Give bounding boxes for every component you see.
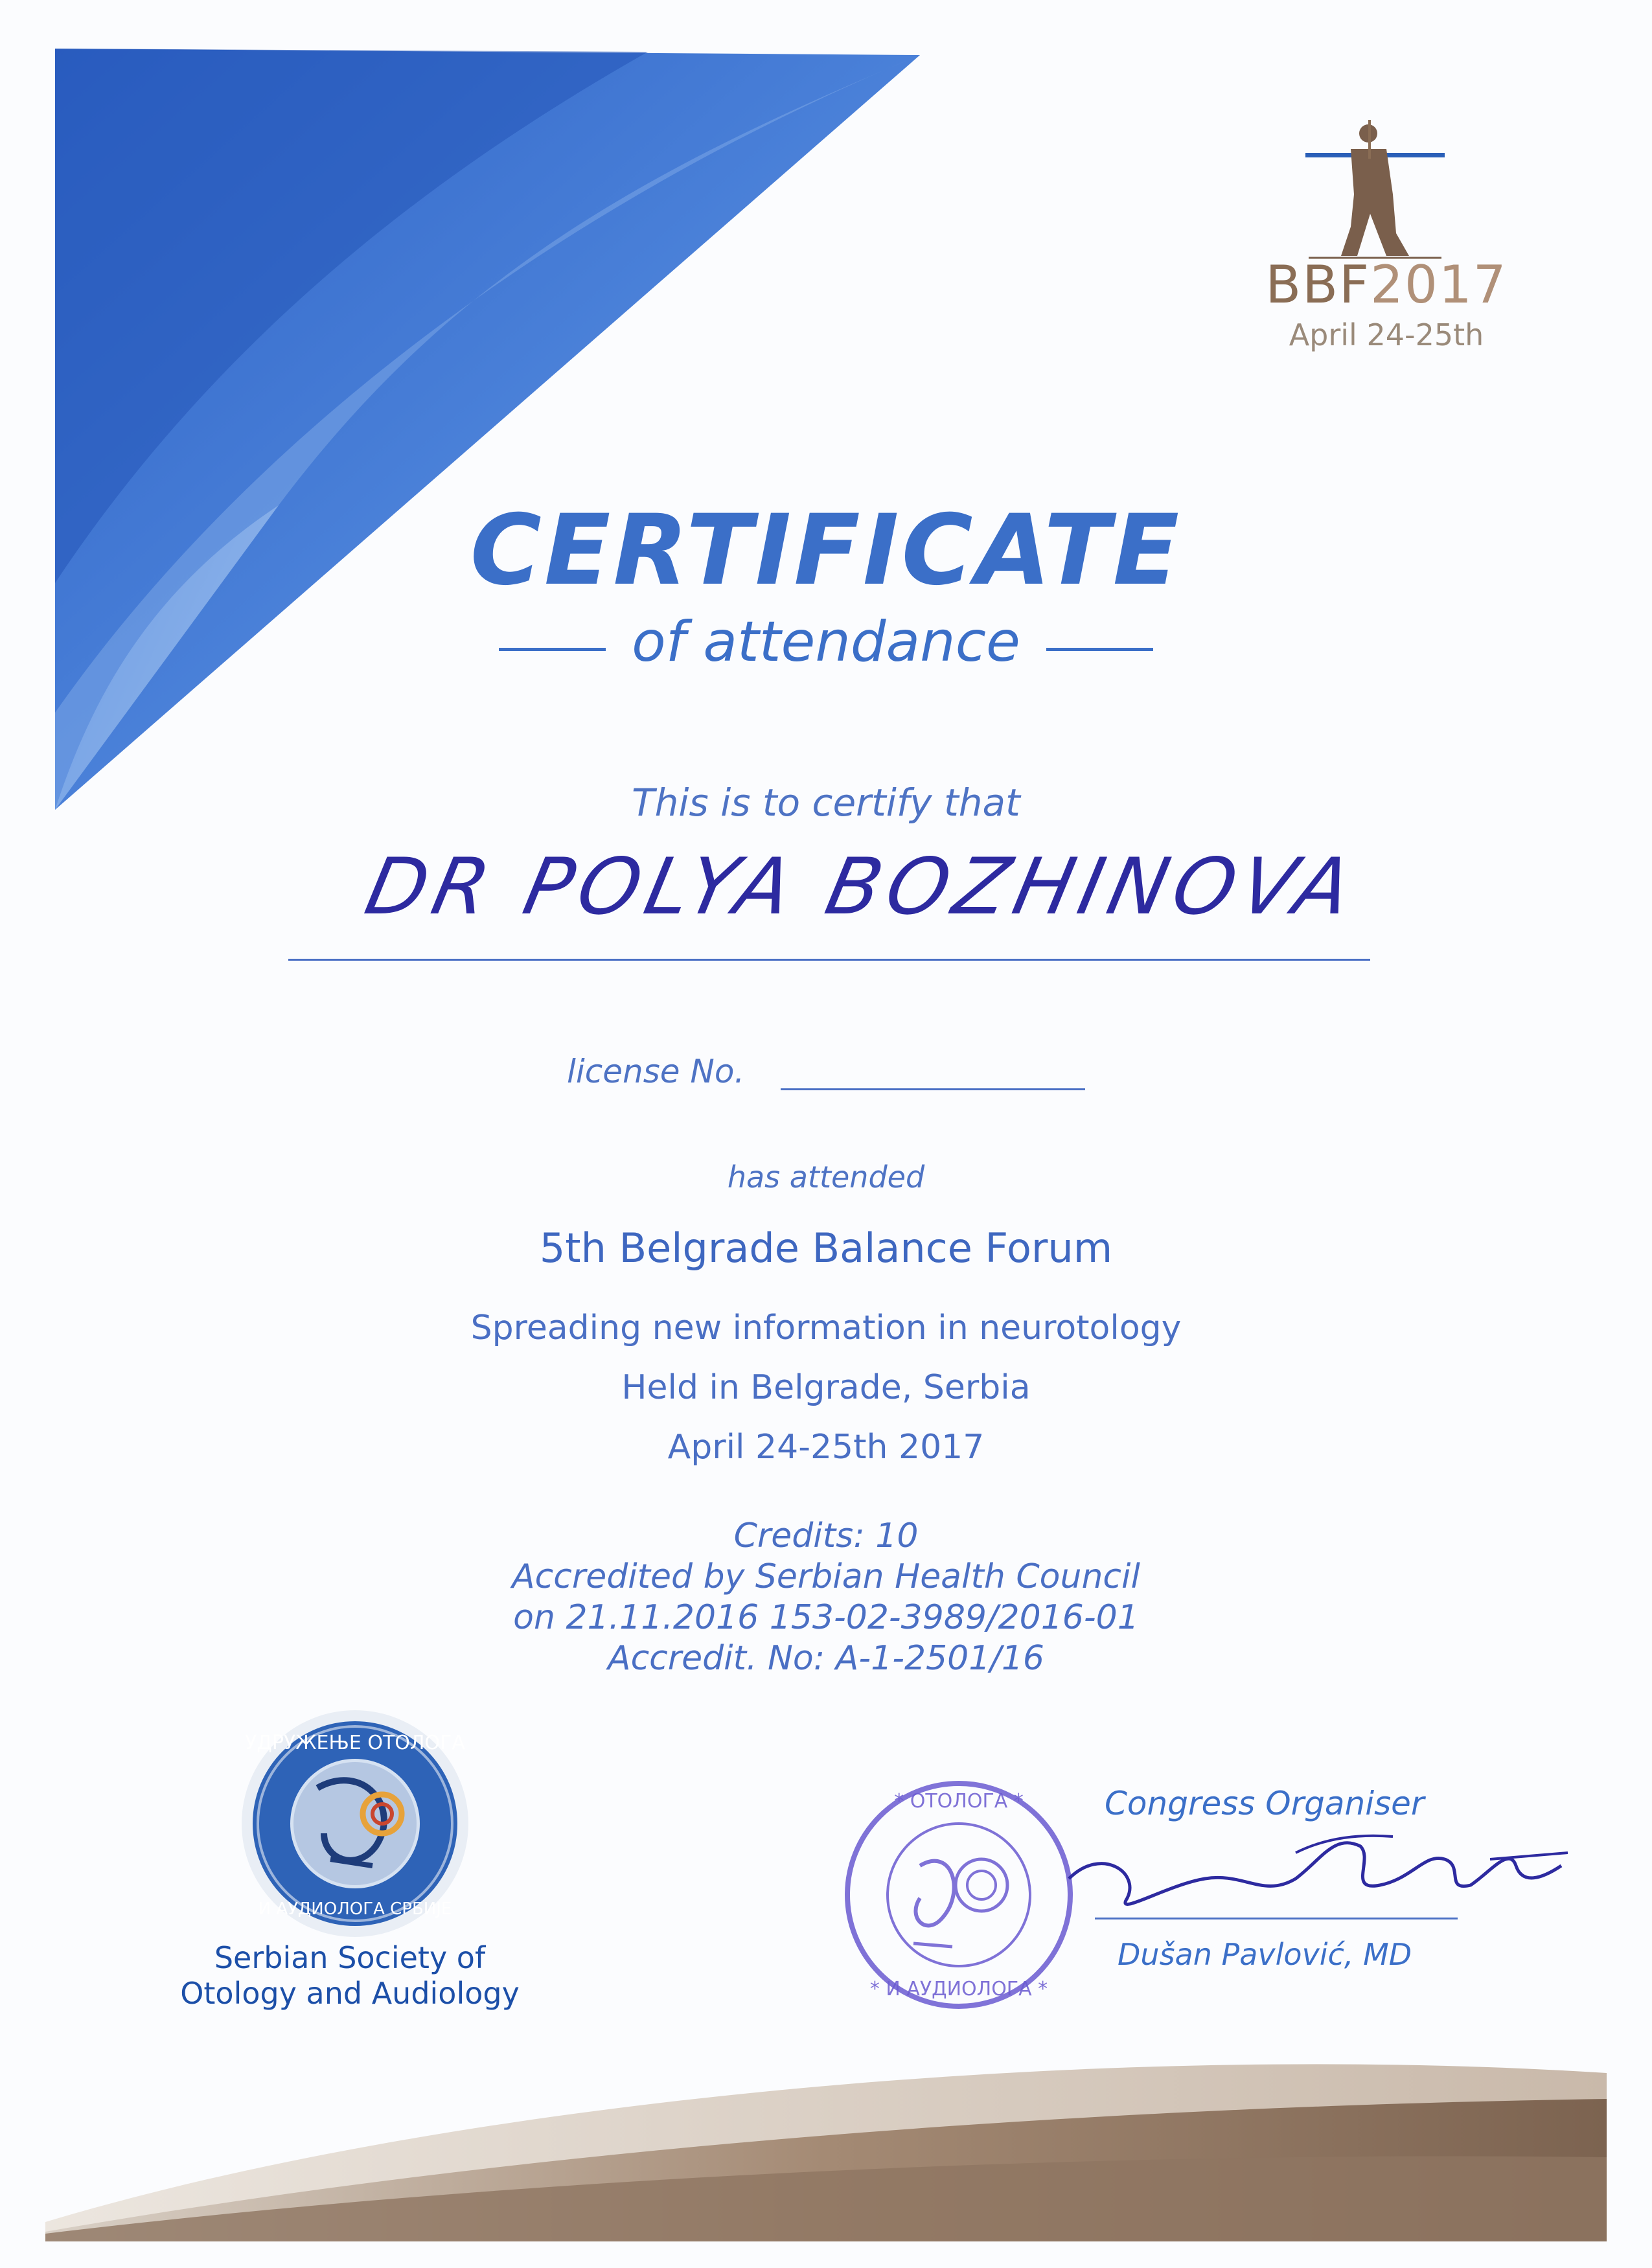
- certificate-subtitle-row: [0, 610, 1652, 674]
- organiser-signature: [1069, 1843, 1561, 1905]
- recipient-name: DR POLYA BOZHINOVA: [358, 842, 1366, 932]
- organiser-name: Dušan Pavlović, MD: [1118, 1937, 1412, 1972]
- logo-year-text: 2017: [1370, 255, 1508, 315]
- seal-bottom-text: И АУДИОЛОГА СРБИЈЕ: [258, 1899, 452, 1919]
- accreditation-council: Accredited by Serbian Health Council: [512, 1557, 1140, 1596]
- organiser-stamp: [847, 1783, 1070, 2006]
- event-name: 5th Belgrade Balance Forum: [539, 1224, 1113, 1272]
- subtitle-dash-right: [1046, 648, 1153, 651]
- license-number-blank: [781, 1088, 1085, 1090]
- attended-text: has attended: [727, 1160, 925, 1195]
- accreditation-number: Accredit. No: A-1-2501/16: [608, 1639, 1044, 1678]
- seal-top-text: УДРУЖЕЊЕ ОТОЛОГА: [245, 1732, 465, 1754]
- event-logo: [1250, 255, 1522, 352]
- logo-dates: April 24-25th: [1289, 317, 1484, 352]
- society-name: [149, 1940, 551, 2011]
- stamp-top-text: * ОТОЛОГА *: [894, 1790, 1024, 1813]
- event-tagline: Spreading new information in neurotology: [470, 1309, 1182, 1347]
- balance-figure-icon: [1305, 120, 1445, 258]
- certificate-subtitle: of attendance: [632, 610, 1020, 674]
- organiser-label: Congress Organiser: [1105, 1785, 1425, 1822]
- logo-title: [1250, 255, 1522, 315]
- organiser-signature-line: [1095, 1918, 1458, 1919]
- society-name-line2: Otology and Audiology: [180, 1976, 520, 2011]
- logo-bbf-text: BBF: [1265, 255, 1371, 315]
- stamp-bottom-text: * И АУДИОЛОГА *: [869, 1978, 1048, 2000]
- recipient-name-underline: [288, 959, 1370, 961]
- credits-text: Credits: 10: [733, 1517, 919, 1555]
- society-name-line1: Serbian Society of: [214, 1940, 486, 1975]
- certificate-title: CERTIFICATE: [470, 494, 1182, 607]
- event-dates: April 24-25th 2017: [667, 1428, 985, 1467]
- event-location: Held in Belgrade, Serbia: [621, 1368, 1031, 1407]
- accreditation-date-ref: on 21.11.2016 153-02-3989/2016-01: [513, 1598, 1139, 1637]
- subtitle-dash-left: [499, 648, 606, 651]
- certify-text: This is to certify that: [632, 781, 1020, 825]
- license-label: license No.: [567, 1053, 745, 1090]
